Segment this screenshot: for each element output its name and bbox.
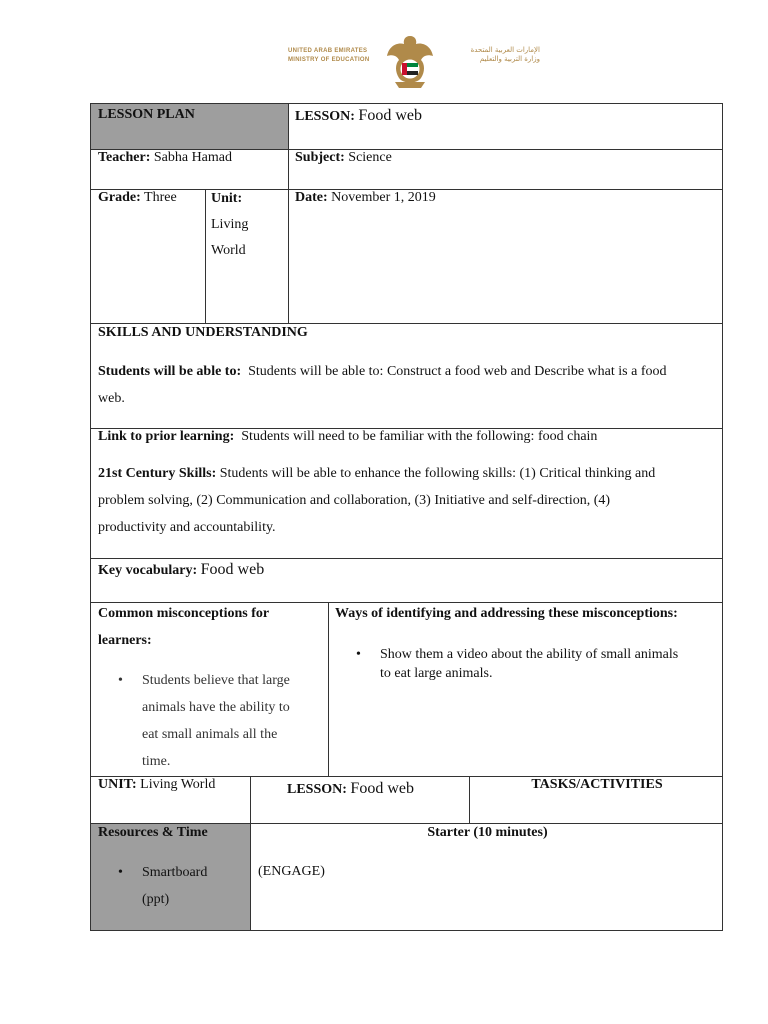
teacher-field: [98, 148, 232, 168]
unit-row-label: UNIT:: [98, 777, 137, 792]
ways-list: [356, 645, 716, 683]
date-cell: [288, 189, 723, 324]
misconception-line-1: • Students believe that large: [142, 673, 290, 688]
able-line-2: web.: [98, 391, 125, 406]
subject-value: Science: [348, 150, 392, 165]
lesson-field: [295, 106, 422, 127]
misconception-line-3: eat small animals all the: [142, 727, 278, 742]
unit-row-cell: [90, 776, 251, 824]
c21-line-3: productivity and accountability.: [98, 520, 276, 535]
grade-field: [98, 188, 177, 208]
misconception-line-4: time.: [142, 754, 171, 769]
vocab-cell: [90, 558, 723, 603]
unit-row-lesson-field: [287, 779, 414, 800]
subject-label: Subject:: [295, 150, 345, 165]
date-label: Date:: [295, 190, 328, 205]
ways-line-1: • Show them a video about the ability of small animals: [380, 647, 679, 662]
able-line-1: [98, 362, 666, 382]
list-item: [118, 859, 243, 913]
misconception-line-2: animals have the ability to: [142, 700, 290, 715]
resources-cell: [90, 823, 251, 931]
c21-text-1: Students will be able to enhance the following skills: (1) Critical thinking and: [219, 466, 656, 481]
lesson-value: Food web: [358, 107, 422, 124]
grade-value: Three: [144, 190, 177, 205]
lesson-cell: [288, 103, 723, 150]
unit-row-lesson-cell: [250, 776, 470, 824]
unit-row-value: Living World: [140, 777, 216, 792]
subject-cell: [288, 149, 723, 190]
c21-line-1: [98, 464, 655, 484]
ways-cell: [328, 602, 723, 777]
starter-cell: [250, 823, 723, 931]
c21-label: 21st Century Skills:: [98, 466, 217, 481]
resources-list: [118, 859, 243, 913]
starter-heading: Starter (10 minutes): [427, 825, 548, 840]
lesson-plan-cell: [90, 103, 289, 150]
unit-row-lesson-value: Food web: [350, 780, 414, 797]
misconceptions-heading-1: Common misconceptions for: [98, 606, 270, 621]
ways-heading: Ways of identifying and addressing these misconceptions:: [335, 606, 678, 621]
teacher-cell: [90, 149, 289, 190]
prior-value: Students will need to be familiar with the following: food chain: [241, 429, 598, 444]
vocab-field: [98, 560, 264, 581]
unit-row-field: [98, 775, 215, 795]
uae-emblem-icon: [383, 32, 437, 90]
misconceptions-heading-2: learners:: [98, 633, 152, 648]
teacher-value: Sabha Hamad: [153, 150, 233, 165]
skills-heading: SKILLS AND UNDERSTANDING: [98, 325, 308, 340]
tasks-heading: TASKS/ACTIVITIES: [531, 777, 663, 792]
ministry-header: [280, 30, 540, 90]
vocab-label: Key vocabulary:: [98, 563, 198, 578]
skills-cell: [90, 323, 723, 429]
unit-row-lesson-label: LESSON:: [287, 782, 347, 797]
date-value: November 1, 2019: [331, 190, 436, 205]
date-field: [295, 188, 436, 208]
resource-line-1: • Smartboard: [142, 865, 208, 880]
ministry-name-en: UNITED ARAB EMIRATES MINISTRY OF EDUCATION: [288, 48, 370, 63]
teacher-label: Teacher:: [98, 150, 151, 165]
resource-line-2: (ppt): [142, 892, 170, 907]
resources-heading: Resources & Time: [98, 825, 208, 840]
able-label: Students will be able to:: [98, 364, 242, 379]
vocab-value: Food web: [200, 561, 265, 578]
prior-learning-cell: [90, 428, 723, 559]
prior-label: Link to prior learning:: [98, 429, 235, 444]
list-item: [118, 667, 323, 775]
misconceptions-cell: [90, 602, 329, 777]
c21-line-2: problem solving, (2) Communication and collaboration, (3) Initiative and self-direction, (4): [98, 493, 611, 508]
engage-label: (ENGAGE): [258, 864, 325, 879]
grade-label: Grade:: [98, 190, 141, 205]
unit-value-line-1: Living: [211, 217, 249, 232]
unit-cell: [205, 189, 289, 324]
ways-line-2: to eat large animals.: [380, 666, 493, 681]
subject-field: [295, 148, 392, 168]
grade-cell: [90, 189, 206, 324]
prior-learning-line: [98, 427, 597, 447]
lesson-plan-title: LESSON PLAN: [98, 107, 195, 122]
lesson-label: LESSON:: [295, 109, 355, 124]
tasks-cell: [469, 776, 723, 824]
unit-label: Unit:: [211, 191, 243, 206]
unit-value-line-2: World: [211, 243, 246, 258]
ministry-name-ar: الإمارات العربية المتحدة وزارة التربية والتعليم: [470, 46, 540, 63]
able-text-1: Students will be able to: Construct a food web and Describe what is a food: [248, 364, 667, 379]
list-item: [356, 645, 716, 683]
misconceptions-list: [118, 667, 323, 775]
